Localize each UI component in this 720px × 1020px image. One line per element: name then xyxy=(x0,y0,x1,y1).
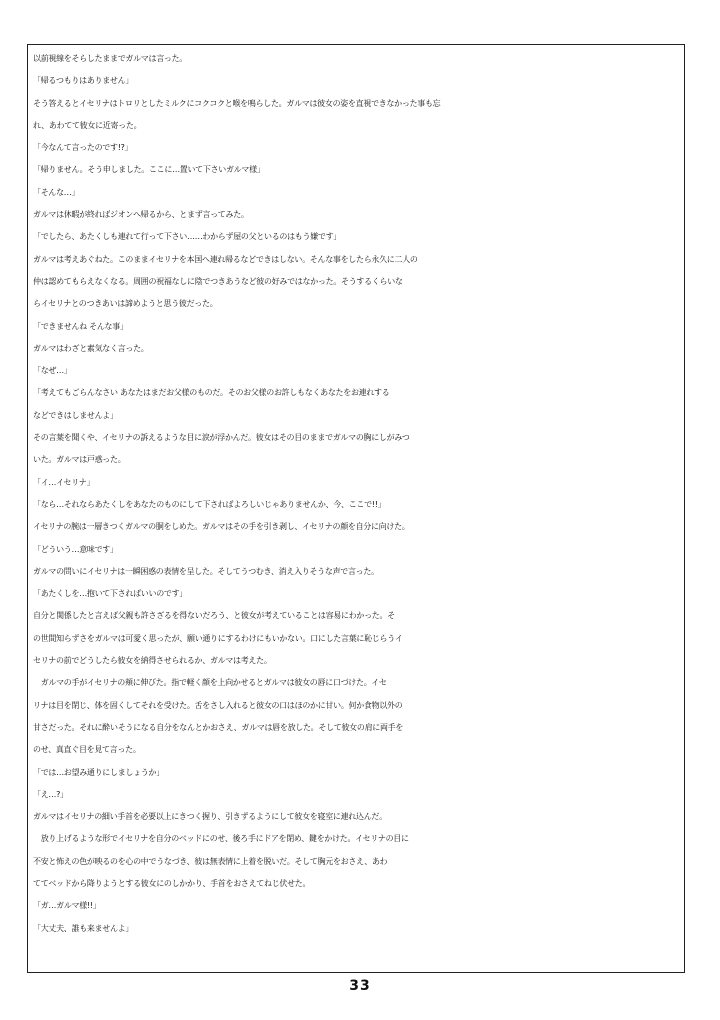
text-line: 「大丈夫、誰も来ませんよ」 xyxy=(33,923,134,933)
text-line: 仲は認めてもらえなくなる。周囲の祝福なしに陰でつきあうなど彼の好みではなかった。そうするくらいな xyxy=(33,276,403,286)
text-line: ガルマはわざと素気なく言った。 xyxy=(33,343,149,353)
page-number: 33 xyxy=(349,978,371,994)
text-line: の世間知らずさをガルマは可愛く思ったが、願い通りにするわけにもいかない。口にした言葉に恥じらうイ xyxy=(33,633,403,643)
text-line: 「では…お望み通りにしましょうか」 xyxy=(33,767,164,777)
text-line: 以前視線をそらしたままでガルマは言った。 xyxy=(33,54,187,63)
text-line: 「帰るつもりはありません」 xyxy=(33,76,134,86)
text-line: 「なら…それならあたくしをあなたのものにして下さればよろしいじゃありませんか、今、ここで!!」 xyxy=(33,499,386,509)
text-line: リナは目を閉じ、体を固くしてそれを受けた。舌をさし入れると彼女の口はほのかに甘い。何か食物以外の xyxy=(33,700,403,710)
text-line: 甘さだった。それに酔いそうになる自分をなんとかおさえ、ガルマは唇を放した。そして彼女の肩に両手を xyxy=(33,722,404,732)
text-line: ガルマの手がイセリナの頬に伸びた。指で軽く顔を上向かせるとガルマは彼女の唇に口づけた。イセ xyxy=(33,678,387,688)
text-line: 不安と怖えの色が映るのを心の中でうなづき、彼は無表情に上着を脱いだ。そして胸元をおさえ、あわ xyxy=(33,856,388,866)
text-line: ガルマはイセリナの細い手首を必要以上にきつく握り、引きずるようにして彼女を寝室に連れ込んだ。 xyxy=(33,812,387,822)
text-line: 「できませんね そんな事」 xyxy=(33,321,128,331)
text-line: そう答えるとイセリナはトロリとしたミルクにコクコクと喉を鳴らした。ガルマは彼女の姿を直視できなかった事も忘 xyxy=(33,98,441,108)
text-line: 「考えてもごらんなさい あなたはまだお父様のものだ。そのお父様のお許しもなくあなたをお連れする xyxy=(33,388,390,398)
text-line: 「どういう…意味です」 xyxy=(33,544,118,554)
text-line: れ、あわてて彼女に近寄った。 xyxy=(33,120,142,130)
text-line: 「イ…イセリナ」 xyxy=(33,477,95,487)
text-line: セリナの前でどうしたら彼女を納得させられるか、ガルマは考えた。 xyxy=(33,656,272,666)
text-line: イセリナの腕は一層きつくガルマの胴をしめた。ガルマはその手を引き剥し、イセリナの顔を自分に向けた。 xyxy=(33,522,410,532)
text-line: ててベッドから降りようとする彼女にのしかかり、手首をおさえてねじ伏せた。 xyxy=(33,878,311,888)
text-line: いた。ガルマは戸惑った。 xyxy=(33,455,126,465)
text-line: 「ガ…ガルマ様!!」 xyxy=(33,901,101,911)
text-line: などできはしませんよ」 xyxy=(33,410,118,420)
body-text xyxy=(33,48,683,940)
text-line: 「今なんて言ったのです!?」 xyxy=(33,143,133,153)
text-line: 「あたくしを…抱いて下さればいいのです」 xyxy=(33,589,187,599)
text-line: ガルマの問いにイセリナは一瞬困惑の表情を呈した。そしてうつむき、消え入りそうな声で言った。 xyxy=(33,566,379,576)
text-line: 「そんな…」 xyxy=(33,187,80,197)
text-line: 自分と関係したと言えば父親も許さざるを得ないだろう、と彼女が考えていることは容易にわかった。そ xyxy=(33,611,395,621)
text-line: 放り上げるような形でイセリナを自分のベッドにのせ、後ろ手にドアを閉め、鍵をかけた。イセリナの目に xyxy=(33,834,409,844)
text-line: 「でしたら、あたくしも連れて行って下さい……わからず屋の父といるのはもう嫌です」 xyxy=(33,232,341,242)
text-line: 「え…?」 xyxy=(33,789,68,799)
text-line: 「なぜ…」 xyxy=(33,366,72,376)
text-line: ガルマは休暇が終ればジオンへ帰るから、とまず言ってみた。 xyxy=(33,210,249,220)
text-line: らイセリナとのつきあいは諦めようと思う彼だった。 xyxy=(33,299,218,309)
text-line: その言葉を聞くや、イセリナの訴えるような目に涙が浮かんだ。彼女はその目のままでガルマの胸にしがみつ xyxy=(33,433,410,443)
text-line: のせ、真直ぐ目を見て言った。 xyxy=(33,745,141,755)
text-line: ガルマは考えあぐねた。このままイセリナを本国へ連れ帰るなどできはしない。そんな事をしたら永久に二人の xyxy=(33,254,418,264)
text-line: 「帰りません。そう申しました。ここに…置いて下さいガルマ様」 xyxy=(33,165,265,175)
